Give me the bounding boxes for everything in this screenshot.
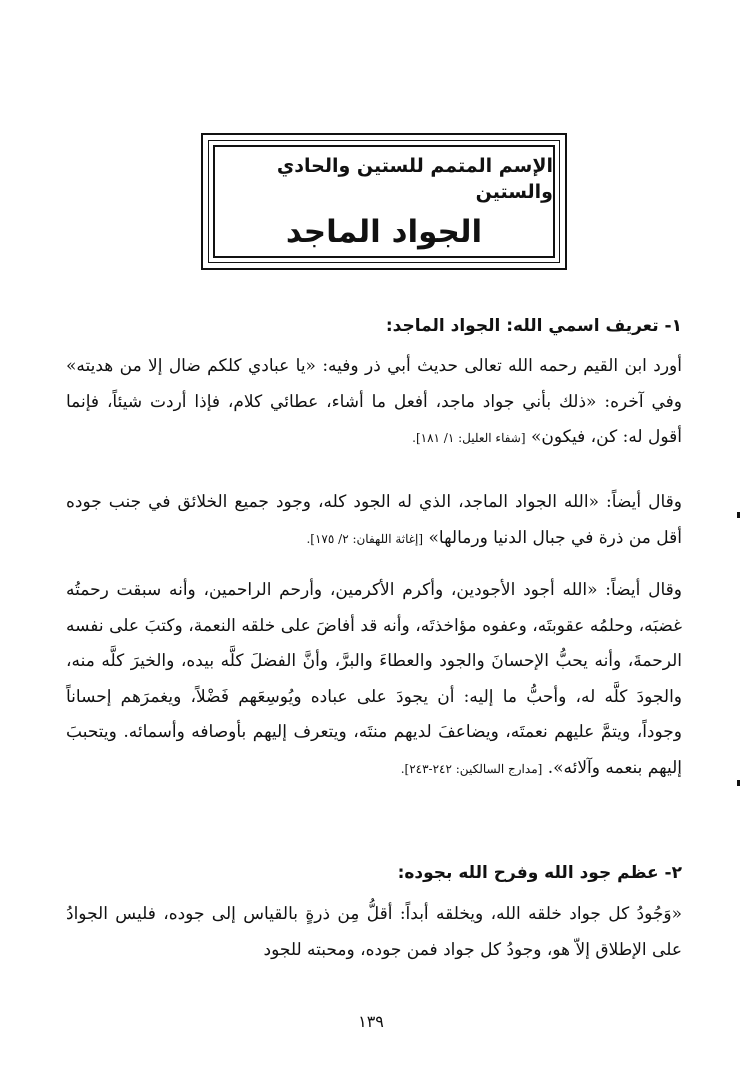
paragraph-3-text: وقال أيضاً: «الله أجود الأجودين، وأكرم الأكرمين، وأرحم الراحمين، وأنه سبقت رحمتُه غضبَه، وحلمُه عقوبتَه، وعفوه مؤاخذتَه، وأنه قد أفاضَ على خلقه النعمة، وكتبَ على نفسه الرحمةَ، وأنه يحبُّ الإحسانَ والجود والعطاءَ والبرَّ، وأنَّ الفضلَ كلَّه بيده، والخيرَ كلَّه منه، والجودَ كلَّه له، وأحبُّ ما إليه: أن يجودَ على عباده ويُوسِعَهم فَضْلاً، ويغمرَهم إحساناً وجوداً، ويتمَّ عليهم نعمتَه، ويضاعفَ لديهم منتَه، ويتعرف إليهم بأوصافه وأسمائه. ويتحببَ إليهم بنعمه وآلائه». [66, 580, 682, 778]
paragraph-4: «وَجُودُ كل جواد خلقه الله، ويخلقه أبداً: أقلُّ مِن ذرةٍ بالقياس إلى جوده، فليس الجوادُ على الإطلاق إلاّ هو، وجودُ كل جواد فمن جوده، ومحبته للجود [66, 904, 682, 960]
paragraph-1-reference: [شفاء العليل: ١/ ١٨١]. [412, 431, 526, 445]
chapter-subtitle: الإسم المتمم للستين والحادي والستين [276, 154, 553, 203]
paragraph-1-text: أورد ابن القيم رحمه الله تعالى حديث أبي ذر وفيه: «يا عبادي كلكم ضال إلا من هديته» وفي آخره: «ذلك بأني جواد ماجد، أفعل ما أشاء، عطائي كلام، فإذا أردت شيئاً، فإنما أقول له: كن، فيكون» [66, 356, 682, 447]
title-frame [201, 133, 567, 270]
paragraph-3-reference: [مدارج السالكين: ٢٤٢-٢٤٣]. [400, 761, 543, 776]
page-edge-mark [737, 512, 740, 518]
page-edge-mark [737, 780, 740, 786]
title-box [213, 145, 555, 258]
paragraph-2 [66, 485, 682, 557]
paragraph-2-reference: [إغاثة اللهفان: ٢/ ١٧٥]. [306, 531, 424, 546]
paragraph-3 [66, 573, 682, 787]
section-2-heading: ٢- عظم جود الله وفرح الله بجوده: [397, 863, 682, 883]
paragraph-1 [66, 349, 682, 457]
page-number: ١٣٩ [358, 1012, 384, 1031]
paragraph-2-text: وقال أيضاً: «الله الجواد الماجد، الذي له الجود كله، وجود جميع الخلائق في جنب جوده أقل من ذرة في جبال الدنيا ورمالها» [66, 492, 682, 548]
section-1-heading: ١- تعريف اسمي الله: الجواد الماجد: [385, 316, 682, 336]
title-frame-inner [208, 140, 560, 263]
chapter-title: الجواد الماجد [285, 213, 483, 250]
